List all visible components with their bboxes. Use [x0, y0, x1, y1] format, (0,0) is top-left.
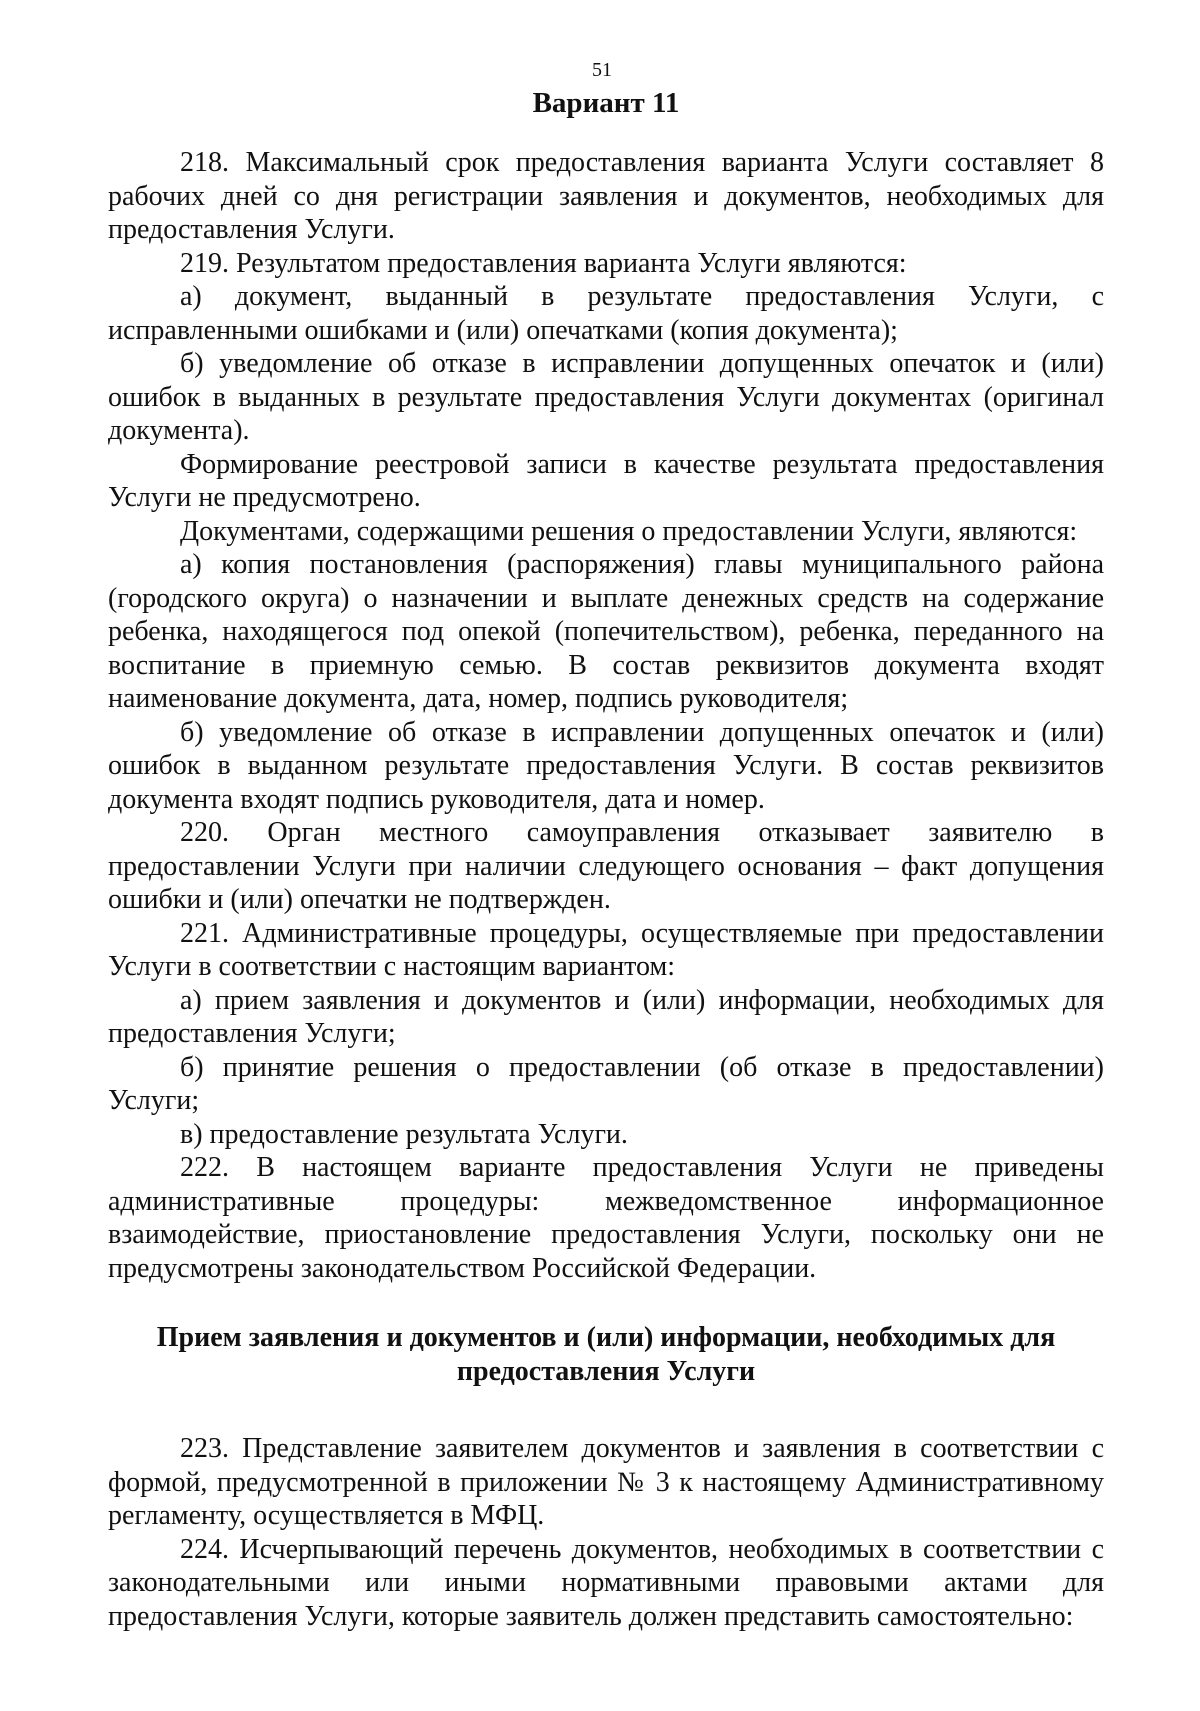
paragraph-218: 218. Максимальный срок предоставления варианта Услуги составляет 8 рабочих дней со дня регистрации заявления и документов, необходимых для предоставления Услуги. — [108, 147, 1104, 245]
page-number: 51 — [592, 59, 612, 81]
paragraph-decision-a: а) копия постановления (распоряжения) главы муниципального района (городского округа) о назначении и выплате денежных средств на содержание ребенка, находящегося под опекой (попечительством), ребенка, переданного на воспитание в приемную семью. В состав реквизитов документа входят наименование документа, дата, номер, подпись руководителя; — [108, 549, 1104, 714]
paragraph-221-c: в) предоставление результата Услуги. — [180, 1118, 628, 1150]
paragraph-decision-documents: Документами, содержащими решения о предоставлении Услуги, являются: — [180, 515, 1078, 547]
paragraph-219-a: а) документ, выданный в результате предоставления Услуги, с исправленными ошибками и (или) опечатками (копия документа); — [108, 281, 1104, 346]
paragraph-221-b: б) принятие решения о предоставлении (об отказе в предоставлении) Услуги; — [108, 1051, 1104, 1116]
paragraph-221-a: а) прием заявления и документов и (или) информации, необходимых для предоставления Услуги; — [108, 984, 1104, 1049]
paragraph-220: 220. Орган местного самоуправления отказывает заявителю в предоставлении Услуги при наличии следующего основания – факт допущения ошибки и (или) опечатки не подтвержден. — [108, 817, 1104, 915]
paragraph-221: 221. Административные процедуры, осуществляемые при предоставлении Услуги в соответствии с настоящим вариантом: — [108, 917, 1104, 982]
paragraph-224: 224. Исчерпывающий перечень документов, необходимых в соответствии с законодательными или иными нормативными правовыми актами для предоставления Услуги, которые заявитель должен представить самостоятельно: — [108, 1533, 1104, 1632]
paragraph-219: 219. Результатом предоставления варианта Услуги являются: — [180, 247, 907, 279]
paragraph-219-b: б) уведомление об отказе в исправлении допущенных опечаток и (или) ошибок в выданных в результате предоставления Услуги документах (оригинал документа). — [108, 348, 1104, 446]
paragraph-223: 223. Представление заявителем документов и заявления в соответствии с формой, предусмотренной в приложении № 3 к настоящему Административному регламенту, осуществляется в МФЦ. — [108, 1433, 1104, 1531]
paragraph-222: 222. В настоящем варианте предоставления Услуги не приведены административные процедуры: межведомственное информационное взаимодействие, приостановление предоставления Услуги, поскольку они не предусмотрены законодательством Российской Федерации. — [108, 1152, 1104, 1284]
section-heading: Прием заявления и документов и (или) информации, необходимых для предоставления Услуги — [156, 1322, 1056, 1387]
paragraph-decision-b: б) уведомление об отказе в исправлении допущенных опечаток и (или) ошибок в выданном результате предоставления Услуги. В состав реквизитов документа входят подпись руководителя, дата и номер. — [108, 716, 1104, 815]
variant-title: Вариант 11 — [532, 87, 680, 119]
paragraph-registry-record: Формирование реестровой записи в качестве результата предоставления Услуги не предусмотрено. — [108, 448, 1104, 513]
